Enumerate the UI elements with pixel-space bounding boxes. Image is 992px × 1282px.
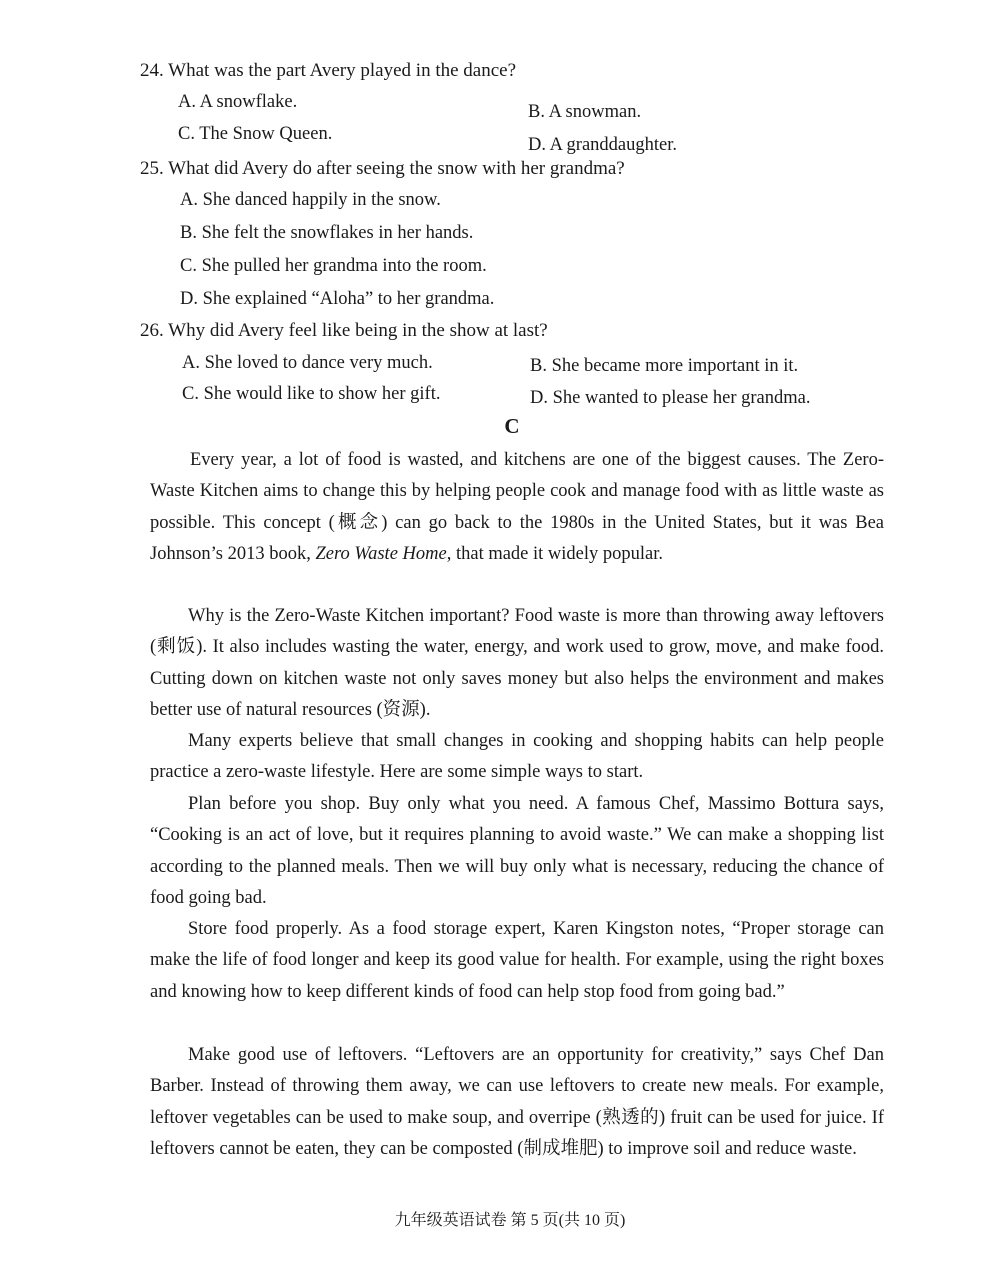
option-25-a: A. She danced happily in the snow.: [180, 190, 441, 210]
option-25-d: D. She explained “Aloha” to her grandma.: [180, 289, 495, 309]
passage-paragraph-2: Why is the Zero-Waste Kitchen important? Food waste is more than throwing away leftovers (剩饭). It also includes wasting the water, energy, and work used to grow, move, and make food. Cutting down on kitchen waste not only saves money but also helps the environment and makes better use of natural resources (资源).: [150, 606, 884, 720]
option-24-d: D. A granddaughter.: [528, 135, 678, 155]
option-24-a: A. A snowflake.: [178, 92, 298, 112]
question-number: 26.: [140, 320, 164, 341]
option-26-d: D. She wanted to please her grandma.: [530, 388, 811, 408]
question-number: 25.: [140, 158, 164, 179]
option-26-a: A. She loved to dance very much.: [182, 353, 433, 373]
question-24: [140, 58, 516, 84]
page-footer: 九年级英语试卷 第 5 页(共 10 页): [394, 1212, 626, 1229]
option-25-b: B. She felt the snowflakes in her hands.: [180, 223, 474, 243]
question-stem: What did Avery do after seeing the snow with her grandma?: [168, 158, 625, 179]
section-heading: C: [504, 414, 520, 438]
option-24-c: C. The Snow Queen.: [178, 124, 333, 144]
option-26-c: C. She would like to show her gift.: [182, 384, 441, 404]
question-number: 24.: [140, 60, 164, 81]
question-stem: Why did Avery feel like being in the show at last?: [168, 320, 548, 341]
passage-paragraph-6: Make good use of leftovers. “Leftovers are an opportunity for creativity,” says Chef Dan Barber. Instead of throwing them away, we can use leftovers to create new meals. For example, leftover vegetables can be used to make soup, and overripe (熟透的) fruit can be used for juice. If leftovers cannot be eaten, they can be composted (制成堆肥) to improve soil and reduce waste.: [150, 1045, 884, 1159]
passage-paragraph-3: Many experts believe that small changes in cooking and shopping habits can help people practice a zero-waste lifestyle. Here are some simple ways to start.: [150, 731, 884, 783]
passage-paragraph-4: Plan before you shop. Buy only what you need. A famous Chef, Massimo Bottura says, “Cooking is an act of love, but it requires planning to avoid waste.” We can make a shopping list according to the planned meals. Then we will buy only what is necessary, reducing the chance of food going bad.: [150, 794, 884, 908]
option-25-c: C. She pulled her grandma into the room.: [180, 256, 487, 276]
question-25: [140, 156, 625, 182]
option-26-b: B. She became more important in it.: [530, 356, 799, 376]
question-stem: What was the part Avery played in the dance?: [168, 60, 517, 81]
option-24-b: B. A snowman.: [528, 102, 642, 122]
book-title: Zero Waste Home: [315, 543, 447, 564]
question-26: [140, 318, 548, 344]
passage-paragraph-5: Store food properly. As a food storage expert, Karen Kingston notes, “Proper storage can make the life of food longer and keep its good value for health. For example, using the right boxes and knowing how to keep different kinds of food can help stop food from going bad.”: [150, 919, 884, 1002]
passage-paragraph-1: Every year, a lot of food is wasted, and kitchens are one of the biggest causes. The Zero-Waste Kitchen aims to change this by helping people cook and manage food with as little waste as possible. This concept (概念) can go back to the 1980s in the United States, but it was Bea Johnson’s 2013 book, Zero Waste Home, that made it widely popular.: [150, 450, 884, 564]
